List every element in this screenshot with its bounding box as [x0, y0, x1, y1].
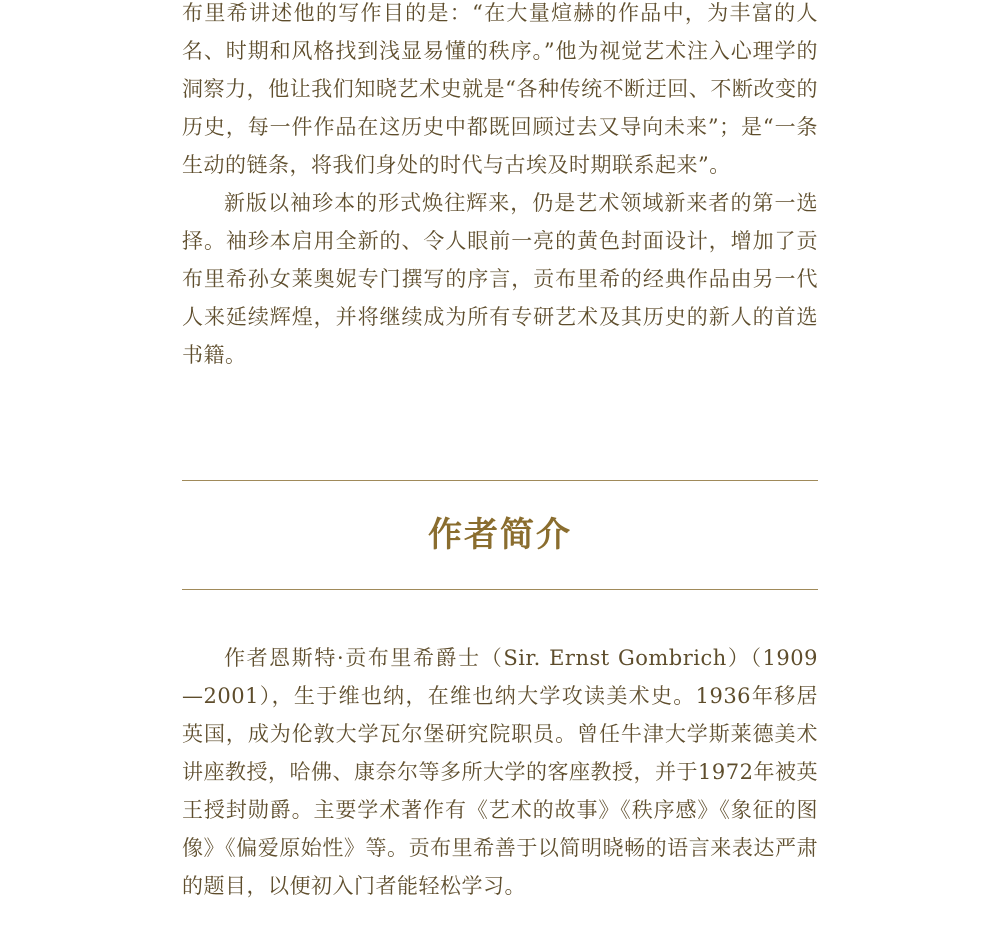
intro-section: [182, 0, 818, 374]
author-section: [182, 639, 818, 905]
intro-paragraph-1: 布里希讲述他的写作目的是：“在大量煊赫的作品中，为丰富的人名、时期和风格找到浅显易懂的秩序。”他为视觉艺术注入心理学的洞察力，他让我们知晓艺术史就是“各种传统不断迂回、不断改变的历史，每一件作品在这历史中都既回顾过去又导向未来”；是“一条生动的链条，将我们身处的时代与古埃及时期联系起来”。: [182, 1, 818, 177]
divider-bottom: [182, 589, 818, 590]
divider-top: [182, 480, 818, 481]
intro-paragraph-2: 新版以袖珍本的形式焕往辉来，仍是艺术领域新来者的第一选择。袖珍本启用全新的、令人眼前一亮的黄色封面设计，增加了贡布里希孙女莱奥妮专门撰写的序言，贡布里希的经典作品由另一代人来延续辉煌，并将继续成为所有专研艺术及其历史的新人的首选书籍。: [182, 191, 818, 367]
author-paragraph: 作者恩斯特·贡布里希爵士（Sir. Ernst Gombrich）（1909—2001），生于维也纳，在维也纳大学攻读美术史。1936年移居英国，成为伦敦大学瓦尔堡研究院职员。曾任牛津大学斯莱德美术讲座教授，哈佛、康奈尔等多所大学的客座教授，并于1972年被英王授封勋爵。主要学术著作有《艺术的故事》《秩序感》《象征的图像》《偏爱原始性》等。贡布里希善于以简明晓畅的语言来表达严肃的题目，以便初入门者能轻松学习。: [182, 646, 818, 898]
author-heading: 作者简介: [428, 515, 572, 555]
